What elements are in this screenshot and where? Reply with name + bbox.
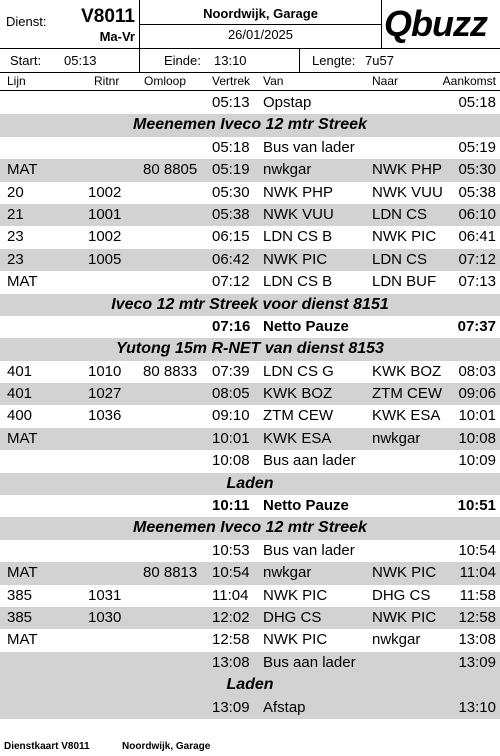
section-row (0, 473, 500, 495)
cell-vertrek: 10:53 (212, 541, 250, 559)
qbuzz-logo: Qbuzz (384, 3, 487, 44)
cell-van: Bus aan lader (263, 452, 356, 470)
cell-vertrek: 10:11 (212, 497, 250, 515)
cell-vertrek: 13:09 (212, 698, 250, 716)
section-title: Laden (226, 676, 274, 694)
cell-aankomst: 05:30 (458, 161, 496, 179)
cell-naar: LDN BUF (372, 273, 437, 291)
cell-van: Bus van lader (263, 541, 355, 559)
cell-naar: nwkgar (372, 631, 421, 649)
cell-vertrek: 05:18 (212, 138, 250, 156)
cell-ritnr: 1030 (88, 608, 122, 626)
cell-van: LDN CS B (263, 273, 333, 291)
section-title: Meenemen Iveco 12 mtr Streek (133, 116, 367, 134)
cell-van: NWK VUU (263, 205, 334, 223)
cell-aankomst: 05:18 (458, 94, 496, 111)
cell-aankomst: 13:08 (458, 631, 496, 649)
cell-aankomst: 11:58 (459, 586, 496, 604)
cell-vertrek: 11:04 (212, 586, 249, 604)
cell-aankomst: 05:19 (458, 138, 496, 156)
dienst-label: Dienst: (6, 14, 47, 29)
shift-info-bar (0, 49, 500, 73)
section-title: Iveco 12 mtr Streek voor dienst 8151 (111, 295, 389, 313)
cell-vertrek: 05:38 (212, 205, 250, 223)
divider (140, 24, 381, 25)
table-row (0, 92, 500, 114)
schedule-table (0, 92, 500, 719)
pause-row (0, 316, 500, 338)
cell-aankomst: 13:10 (458, 698, 496, 716)
table-row (0, 585, 500, 607)
cell-aankomst: 07:13 (458, 273, 496, 291)
cell-van: NWK PIC (263, 586, 328, 604)
cell-aankomst: 09:06 (458, 385, 496, 403)
cell-ritnr: 1005 (88, 250, 122, 268)
cell-ritnr: 1031 (88, 586, 122, 604)
cell-vertrek: 09:10 (212, 407, 250, 425)
cell-van: Opstap (263, 94, 312, 111)
cell-van: NWK PIC (263, 631, 328, 649)
lengte-segment (300, 49, 500, 72)
cell-van: Afstap (263, 698, 306, 716)
cell-vertrek: 05:13 (212, 94, 250, 111)
cell-van: DHG CS (263, 608, 322, 626)
cell-lijn: MAT (7, 161, 38, 179)
cell-ritnr: 1001 (88, 205, 122, 223)
dienst-number: V8011 (81, 6, 135, 27)
cell-lijn: 385 (7, 586, 33, 604)
start-segment (0, 49, 140, 72)
section-row (0, 674, 500, 696)
footer-right: Noordwijk, Garage (122, 741, 211, 752)
cell-van: NWK PHP (263, 183, 334, 201)
cell-ritnr: 1010 (88, 362, 122, 380)
cell-ritnr: 1036 (88, 407, 122, 425)
cell-lijn: MAT (7, 429, 38, 447)
cell-lijn: 385 (7, 608, 33, 626)
cell-vertrek: 10:01 (212, 429, 250, 447)
cell-vertrek: 06:15 (212, 228, 250, 246)
table-row (0, 428, 500, 450)
pause-row (0, 495, 500, 517)
cell-naar: NWK VUU (372, 183, 443, 201)
cell-aankomst: 06:41 (458, 228, 496, 246)
cell-aankomst: 11:04 (459, 564, 496, 582)
cell-vertrek: 08:05 (212, 385, 250, 403)
cell-aankomst: 10:08 (458, 429, 496, 447)
cell-naar: ZTM CEW (372, 385, 442, 403)
cell-vertrek: 05:19 (212, 161, 250, 179)
cell-omloop: 80 8833 (143, 362, 198, 380)
cell-vertrek: 06:42 (212, 250, 250, 268)
cell-naar: LDN CS (372, 205, 428, 223)
cell-aankomst: 06:10 (458, 205, 496, 223)
cell-aankomst: 10:09 (458, 452, 496, 470)
cell-naar: KWK BOZ (372, 362, 442, 380)
cell-aankomst: 10:01 (458, 407, 496, 425)
location-date-cell (140, 0, 382, 48)
section-row (0, 294, 500, 316)
cell-van: nwkgar (263, 161, 312, 179)
table-row (0, 607, 500, 629)
cell-naar: LDN CS (372, 250, 428, 268)
cell-lijn: 21 (7, 205, 24, 223)
cell-naar: NWK PIC (372, 228, 437, 246)
cell-lijn: 400 (7, 407, 33, 425)
document-header (0, 0, 500, 49)
cell-aankomst: 05:38 (458, 183, 496, 201)
cell-vertrek: 05:30 (212, 183, 250, 201)
location: Noordwijk, Garage (203, 6, 318, 21)
cell-omloop: 80 8805 (143, 161, 198, 179)
cell-aankomst: 12:58 (458, 608, 496, 626)
col-vertrek: Vertrek (212, 74, 251, 88)
cell-van: Bus aan lader (263, 653, 356, 671)
column-header-row (0, 73, 500, 91)
table-row (0, 361, 500, 383)
cell-aankomst: 13:09 (458, 653, 496, 671)
cell-vertrek: 10:08 (212, 452, 250, 470)
logo-cell (382, 0, 500, 48)
col-lijn: Lijn (7, 74, 26, 88)
cell-lijn: 23 (7, 228, 24, 246)
cell-omloop: 80 8813 (143, 564, 198, 582)
table-row (0, 629, 500, 651)
cell-lijn: MAT (7, 273, 38, 291)
cell-lijn: 23 (7, 250, 24, 268)
cell-aankomst: 10:54 (458, 541, 496, 559)
table-row (0, 383, 500, 405)
cell-naar: NWK PIC (372, 564, 437, 582)
start-label: Start: (10, 53, 42, 68)
cell-vertrek: 12:02 (212, 608, 250, 626)
date: 26/01/2025 (227, 27, 294, 42)
col-omloop: Omloop (144, 74, 187, 88)
section-title: Laden (226, 474, 274, 492)
table-row (0, 697, 500, 719)
cell-aankomst: 07:12 (458, 250, 496, 268)
table-row (0, 182, 500, 204)
table-row (0, 450, 500, 472)
table-row (0, 271, 500, 293)
cell-van: Bus van lader (263, 138, 355, 156)
cell-van: KWK ESA (263, 429, 332, 447)
cell-naar: DHG CS (372, 586, 431, 604)
section-title: Yutong 15m R-NET van dienst 8153 (116, 340, 384, 358)
col-naar: Naar (372, 74, 399, 88)
cell-naar: KWK ESA (372, 407, 441, 425)
cell-van: nwkgar (263, 564, 312, 582)
cell-van: Netto Pauze (263, 317, 349, 335)
table-row (0, 405, 500, 427)
cell-naar: NWK PHP (372, 161, 443, 179)
cell-ritnr: 1027 (88, 385, 122, 403)
dienst-cell (0, 0, 140, 48)
cell-vertrek: 13:08 (212, 653, 250, 671)
col-aankomst: Aankomst (442, 74, 496, 88)
table-row (0, 137, 500, 159)
col-ritnr: Ritnr (94, 74, 120, 88)
table-row (0, 226, 500, 248)
einde-label: Einde: (164, 53, 201, 68)
table-row (0, 159, 500, 181)
cell-van: NWK PIC (263, 250, 328, 268)
cell-vertrek: 07:39 (212, 362, 250, 380)
col-van: Van (263, 74, 284, 88)
footer-left: Dienstkaart V8011 (4, 741, 90, 752)
table-row (0, 204, 500, 226)
section-row (0, 338, 500, 360)
cell-vertrek: 10:54 (212, 564, 250, 582)
cell-aankomst: 10:51 (457, 497, 496, 515)
cell-vertrek: 07:16 (212, 317, 251, 335)
cell-naar: NWK PIC (372, 608, 437, 626)
service-days: Ma-Vr (99, 29, 135, 44)
cell-van: LDN CS G (263, 362, 334, 380)
cell-lijn: MAT (7, 564, 38, 582)
einde-segment (140, 49, 300, 72)
cell-naar: nwkgar (372, 429, 421, 447)
cell-van: KWK BOZ (263, 385, 333, 403)
table-row (0, 540, 500, 562)
cell-ritnr: 1002 (88, 183, 122, 201)
cell-aankomst: 08:03 (458, 362, 496, 380)
section-title: Meenemen Iveco 12 mtr Streek (133, 519, 367, 537)
cell-lijn: 401 (7, 385, 33, 403)
cell-lijn: MAT (7, 631, 38, 649)
cell-lijn: 20 (7, 183, 24, 201)
cell-van: LDN CS B (263, 228, 333, 246)
section-row (0, 114, 500, 136)
cell-vertrek: 12:58 (212, 631, 250, 649)
cell-van: ZTM CEW (263, 407, 333, 425)
start-value: 05:13 (64, 53, 97, 68)
lengte-label: Lengte: (312, 53, 356, 68)
cell-ritnr: 1002 (88, 228, 122, 246)
table-row (0, 249, 500, 271)
einde-value: 13:10 (214, 53, 247, 68)
cell-van: Netto Pauze (263, 497, 349, 515)
lengte-value: 7u57 (365, 53, 394, 68)
table-row (0, 562, 500, 584)
cell-lijn: 401 (7, 362, 33, 380)
table-row (0, 652, 500, 674)
cell-aankomst: 07:37 (457, 317, 496, 335)
section-row (0, 517, 500, 539)
cell-vertrek: 07:12 (212, 273, 250, 291)
